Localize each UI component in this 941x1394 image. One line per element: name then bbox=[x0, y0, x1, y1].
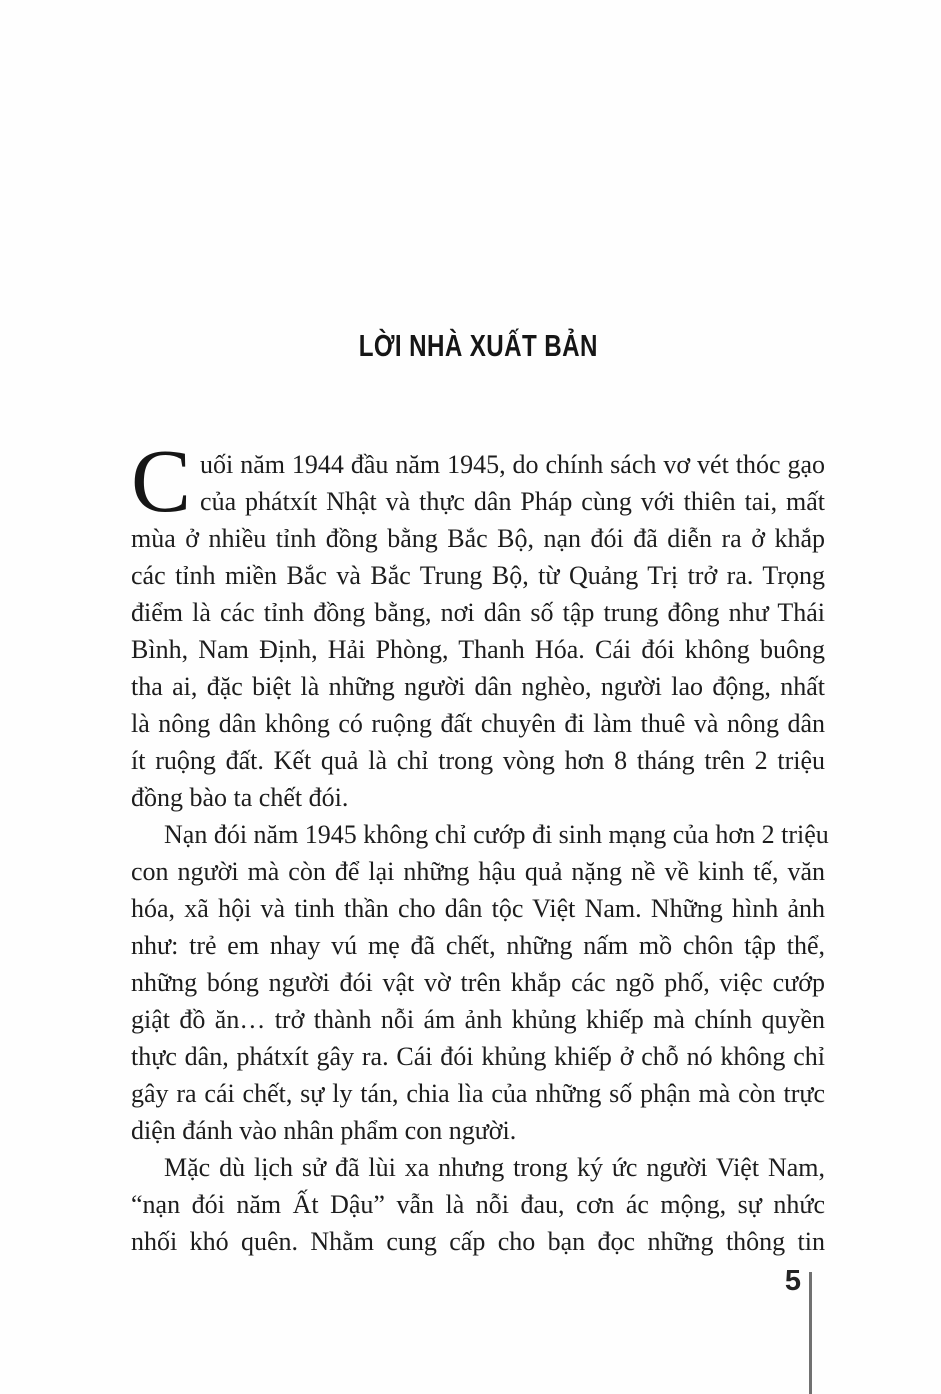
paragraph bbox=[131, 432, 825, 816]
text-line: là nông dân không có ruộng đất chuyên đi làm thuê và nông dân bbox=[131, 709, 825, 738]
page-number: 5 bbox=[784, 1265, 801, 1297]
text-line: nhối khó quên. Nhằm cung cấp cho bạn đọc những thông tin bbox=[131, 1227, 825, 1256]
text-line: ít ruộng đất. Kết quả là chỉ trong vòng hơn 8 tháng trên 2 triệu bbox=[131, 746, 825, 775]
page-title: LỜI NHÀ XUẤT BẢN bbox=[358, 328, 598, 363]
text-line: Nạn đói năm 1945 không chỉ cướp đi sinh mạng của hơn 2 triệu bbox=[164, 820, 829, 849]
text-line: những bóng người đói vật vờ trên khắp các ngõ phố, việc cướp bbox=[131, 968, 825, 997]
text-line: hóa, xã hội và tinh thần cho dân tộc Việt Nam. Những hình ảnh bbox=[131, 894, 825, 923]
text-line: tha ai, đặc biệt là những người dân nghèo, người lao động, nhất bbox=[131, 672, 825, 701]
text-line: mùa ở nhiều tỉnh đồng bằng Bắc Bộ, nạn đói đã diễn ra ở khắp bbox=[131, 524, 825, 553]
drop-cap: C bbox=[131, 432, 192, 531]
text-line: đồng bào ta chết đói. bbox=[131, 783, 349, 812]
body-text bbox=[131, 432, 829, 1260]
page-title-wrap bbox=[131, 330, 825, 362]
text-line: điểm là các tỉnh đồng bằng, nơi dân số tập trung đông như Thái bbox=[131, 598, 825, 627]
text-line: giật đồ ăn… trở thành nỗi ám ảnh khủng khiếp mà chính quyền bbox=[131, 1005, 825, 1034]
text-line: diện đánh vào nhân phẩm con người. bbox=[131, 1116, 517, 1145]
text-line: Bình, Nam Định, Hải Phòng, Thanh Hóa. Cái đói không buông bbox=[131, 635, 825, 664]
text-line: của phátxít Nhật và thực dân Pháp cùng với thiên tai, mất bbox=[200, 487, 825, 516]
text-line: uối năm 1944 đầu năm 1945, do chính sách vơ vét thóc gạo bbox=[200, 450, 825, 479]
text-line: gây ra cái chết, sự ly tán, chia lìa của những số phận mà còn trực bbox=[131, 1079, 825, 1108]
text-line: thực dân, phátxít gây ra. Cái đói khủng khiếp ở chỗ nó không chỉ bbox=[131, 1042, 825, 1071]
text-line: như: trẻ em nhay vú mẹ đã chết, những nấm mồ chôn tập thể, bbox=[131, 931, 825, 960]
text-line: “nạn đói năm Ất Dậu” vẫn là nỗi đau, cơn ác mộng, sự nhức bbox=[131, 1190, 825, 1219]
text-line: Mặc dù lịch sử đã lùi xa nhưng trong ký ức người Việt Nam, bbox=[164, 1153, 825, 1182]
text-line: các tỉnh miền Bắc và Bắc Trung Bộ, từ Quảng Trị trở ra. Trọng bbox=[131, 561, 825, 590]
text-line: con người mà còn để lại những hậu quả nặng nề về kinh tế, văn bbox=[131, 857, 825, 886]
footer-rule bbox=[809, 1272, 812, 1394]
paragraph bbox=[131, 816, 829, 1149]
paragraph bbox=[131, 1149, 825, 1260]
